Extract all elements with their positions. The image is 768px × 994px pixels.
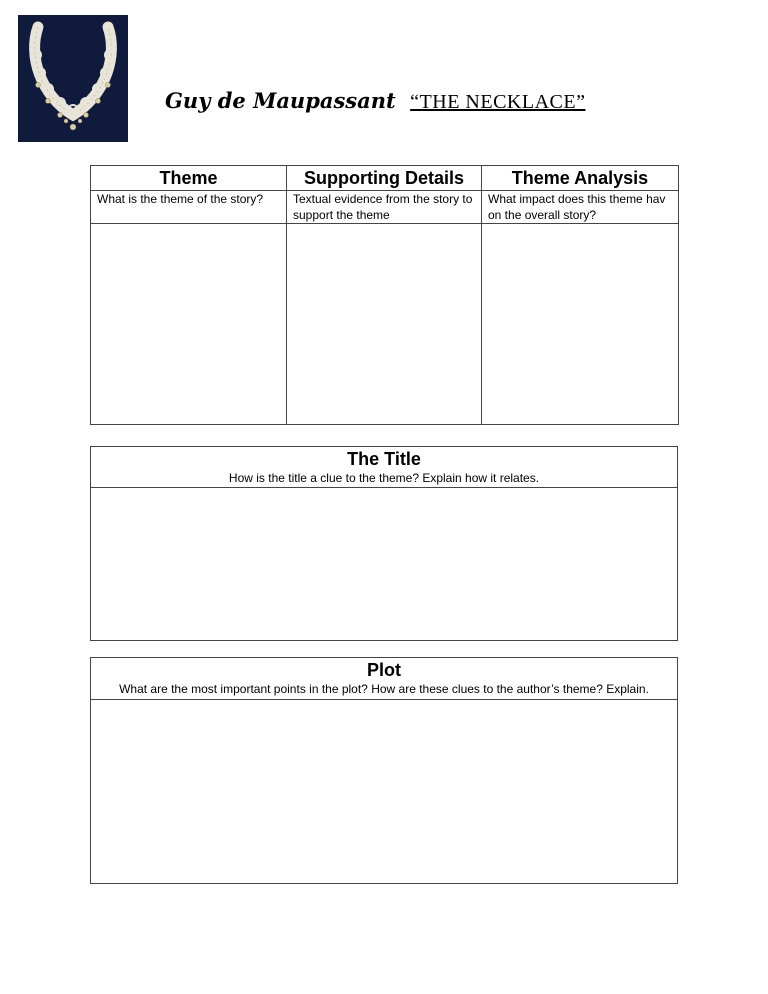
supporting-details-prompt: Textual evidence from the story to support the theme — [287, 191, 482, 224]
plot-answer-area[interactable] — [91, 700, 678, 884]
supporting-details-heading: Supporting Details — [287, 166, 482, 191]
theme-analysis-prompt: What impact does this theme hav on the overall story? — [482, 191, 679, 224]
theme-answer-area[interactable] — [91, 224, 287, 425]
story-title: “THE NECKLACE” — [410, 91, 586, 113]
theme-analysis-heading: Theme Analysis — [482, 166, 679, 191]
title-section-header — [91, 447, 678, 488]
plot-section-prompt: What are the most important points in the plot? How are these clues to the author’s theme? Explain. — [119, 682, 649, 696]
plot-section-heading: Plot — [367, 660, 401, 680]
theme-table — [90, 165, 679, 425]
supporting-details-answer-area[interactable] — [287, 224, 482, 425]
theme-analysis-answer-area[interactable] — [482, 224, 679, 425]
necklace-image — [18, 15, 128, 142]
title-section-prompt: How is the title a clue to the theme? Explain how it relates. — [228, 471, 540, 485]
title-table — [90, 446, 678, 641]
title-answer-area[interactable] — [91, 488, 678, 641]
worksheet-title — [165, 88, 585, 114]
plot-section-header — [91, 658, 678, 700]
necklace-illustration — [18, 15, 128, 142]
title-section-heading: The Title — [347, 449, 421, 469]
plot-table — [90, 657, 678, 884]
theme-prompt: What is the theme of the story? — [91, 191, 287, 224]
theme-heading: Theme — [91, 166, 287, 191]
author-name: Guy de Maupassant — [165, 88, 396, 113]
